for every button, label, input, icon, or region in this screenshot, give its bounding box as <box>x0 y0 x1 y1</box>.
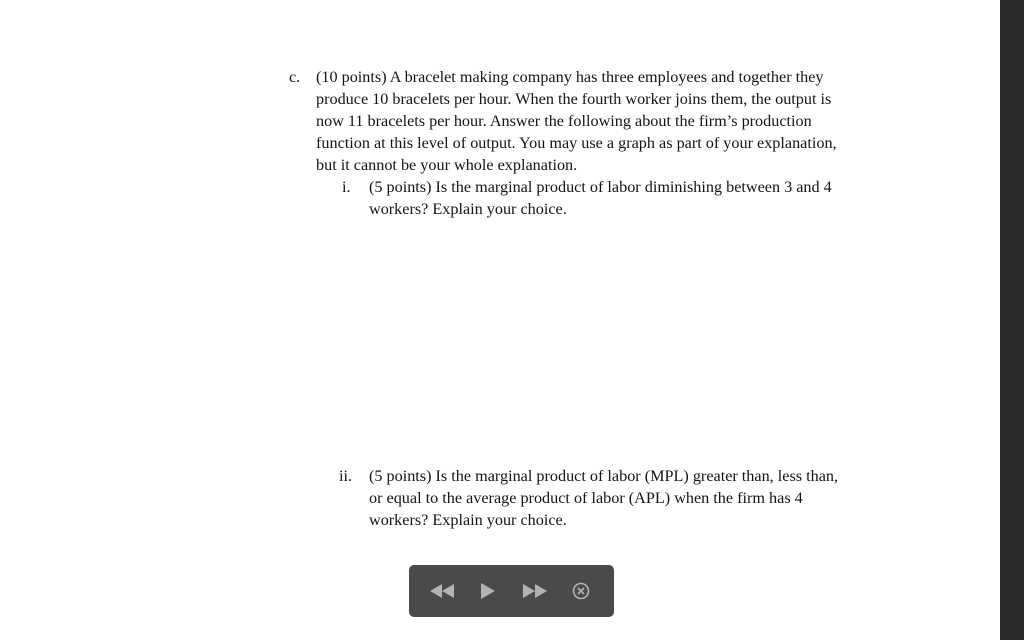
media-player-controls <box>409 565 614 617</box>
rewind-button[interactable] <box>425 574 459 608</box>
question-c-line: but it cannot be your whole explanation. <box>316 156 578 174</box>
question-c-text <box>316 66 899 176</box>
fast-forward-button[interactable] <box>518 574 552 608</box>
question-ii <box>339 465 899 531</box>
play-button[interactable] <box>471 574 505 608</box>
question-i-marker: i. <box>342 178 351 196</box>
question-ii-marker: ii. <box>339 467 353 485</box>
close-circle-icon <box>572 582 590 600</box>
question-ii-line: workers? Explain your choice. <box>369 511 567 529</box>
question-ii-line: (5 points) Is the marginal product of labor (MPL) greater than, less than, <box>369 467 839 485</box>
question-c-line: now 11 bracelets per hour. Answer the following about the firm’s production <box>316 112 812 130</box>
question-ii-line: or equal to the average product of labor (APL) when the firm has 4 <box>369 489 803 507</box>
play-icon <box>480 582 496 600</box>
question-c-line: produce 10 bracelets per hour. When the fourth worker joins them, the output is <box>316 90 832 108</box>
question-c-marker: c. <box>289 68 301 86</box>
question-i-text <box>369 176 902 220</box>
scroll-rail[interactable] <box>1000 0 1024 640</box>
question-c-line: (10 points) A bracelet making company has three employees and together they <box>316 68 824 86</box>
question-c-line: function at this level of output. You may use a graph as part of your explanation, <box>316 134 837 152</box>
fast-forward-icon <box>522 583 548 599</box>
question-i-line: workers? Explain your choice. <box>369 200 567 218</box>
close-player-button[interactable] <box>564 574 598 608</box>
question-ii-text <box>369 465 899 531</box>
question-i-line: (5 points) Is the marginal product of labor diminishing between 3 and 4 <box>369 178 832 196</box>
rewind-icon <box>429 583 455 599</box>
question-c <box>289 66 899 176</box>
question-i <box>342 176 902 220</box>
